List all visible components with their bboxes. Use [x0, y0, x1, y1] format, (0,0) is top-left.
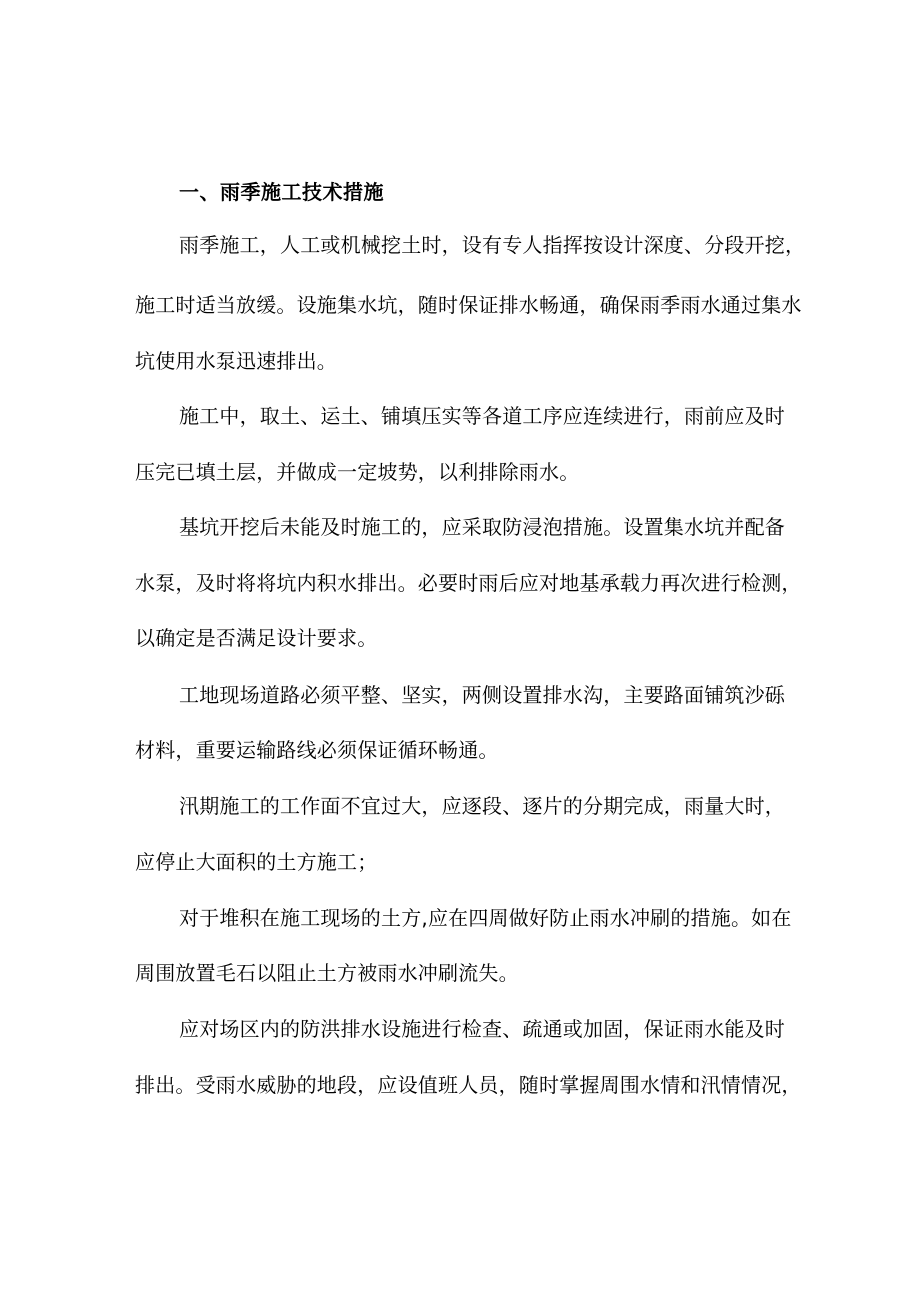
- paragraph-1-line-3: 坑使用水泵迅速排出。: [135, 349, 337, 373]
- paragraph-1-line-2: 施工时适当放缓。设施集水坑，随时保证排水畅通，确保雨季雨水通过集水: [135, 293, 802, 317]
- paragraph-3-line-3: 以确定是否满足设计要求。: [135, 626, 378, 650]
- paragraph-2-line-1: 施工中，取土、运土、铺填压实等各道工序应连续进行，雨前应及时: [179, 404, 785, 428]
- paragraph-2-line-2: 压完已填土层，并做成一定坡势，以利排除雨水。: [135, 460, 580, 484]
- paragraph-7-line-2: 排出。受雨水威胁的地段，应设值班人员，随时掌握周围水情和汛情情况，: [135, 1073, 802, 1097]
- paragraph-4-line-1: 工地现场道路必须平整、坚实，两侧设置排水沟，主要路面铺筑沙砾: [179, 683, 785, 707]
- paragraph-3-line-1: 基坑开挖后未能及时施工的，应采取防浸泡措施。设置集水坑并配备: [179, 515, 785, 539]
- section-heading: 一、雨季施工技术措施: [179, 180, 384, 204]
- paragraph-5-line-2: 应停止大面积的土方施工；: [135, 850, 378, 874]
- paragraph-6-line-2: 周围放置毛石以阻止土方被雨水冲刷流失。: [135, 961, 519, 985]
- paragraph-4-line-2: 材料，重要运输路线必须保证循环畅通。: [135, 738, 499, 762]
- paragraph-7-line-1: 应对场区内的防洪排水设施进行检查、疏通或加固，保证雨水能及时: [179, 1017, 785, 1041]
- paragraph-5-line-1: 汛期施工的工作面不宜过大，应逐段、逐片的分期完成，雨量大时，: [179, 794, 785, 818]
- paragraph-6-line-1: 对于堆积在施工现场的土方,应在四周做好防止雨水冲刷的措施。如在: [179, 906, 792, 930]
- paragraph-3-line-2: 水泵，及时将将坑内积水排出。必要时雨后应对地基承载力再次进行检测，: [135, 571, 802, 595]
- paragraph-1-line-1: 雨季施工，人工或机械挖土时，设有专人指挥按设计深度、分段开挖，: [179, 233, 806, 257]
